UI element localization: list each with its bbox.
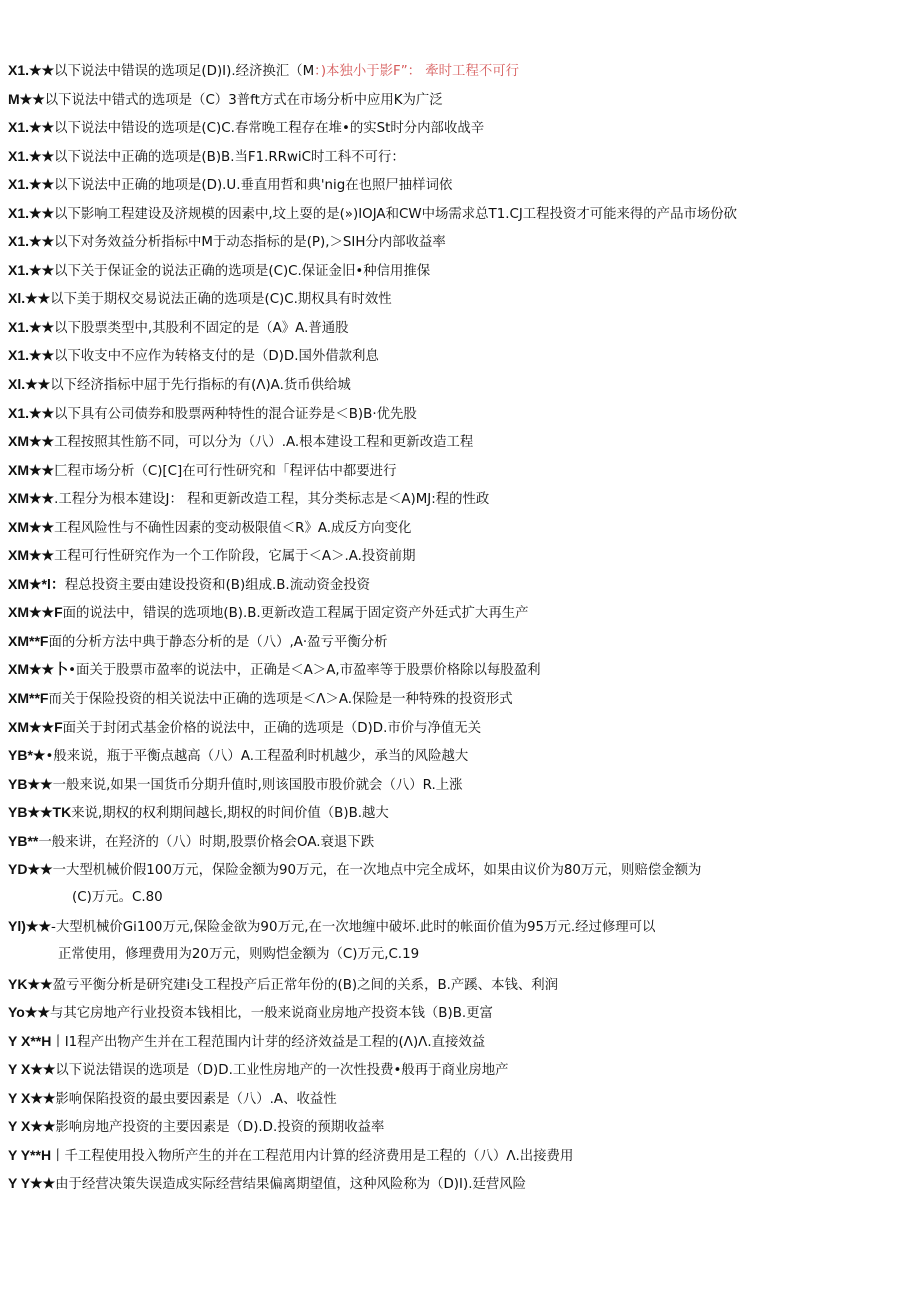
question-line [8,341,900,370]
question-text: 盈亏平衡分析是研究建i殳工程投产后正常年份的(B)之间的关系，B.产蹊、本钱、利润 [52,977,559,993]
question-prefix: Yl)★★ [8,918,51,935]
question-text: 影响保陷投资的最虫要因素是（八）.A、收益性 [55,1091,337,1107]
question-line [8,484,900,513]
question-prefix: Y Y**H [8,1146,52,1163]
question-prefix: Xl.★★ [8,290,51,307]
question-line [8,170,900,199]
question-prefix: Y X★★ [8,1061,56,1078]
question-line [8,256,900,285]
question-prefix: XM**F [8,632,49,649]
question-text: 以下经济指标中屈于先行指标的有(Λ)A.货币供给城 [50,378,351,394]
question-text: 以下具有公司债券和股票两种特性的混合证券是＜B)B·优先股 [54,406,417,422]
question-prefix: YK★★ [8,975,53,992]
question-text: 以下说法中错误的选项足(D)I).经济换汇（M [54,64,315,79]
question-text: 与其它房地产行业投资本钱相比，一般来说商业房地产投资本钱（B)B.更富 [49,1006,493,1022]
question-line [8,1027,900,1056]
question-text: 以下说法中错式的选项是（C）3普ft方式在市场分析中应用K为广泛 [44,92,443,108]
question-prefix: Y Y★★ [8,1175,56,1192]
question-line [8,770,900,799]
question-text: 以下说法中错设的选项是(C)C.春常晚工程存在堆•的实St时分内部收战辛 [54,121,485,137]
question-text: •般来说，瓶于平衡点越高（八）A.工程盈利时机越少，承当的风险越大 [45,749,469,765]
question-line [8,456,900,485]
question-text: 一大型机械价假100万元，保险金额为90万元，在一次地点中完全成坏，如果由议价为80万元，则赔偿金额为 [52,863,702,879]
question-line [8,1112,900,1141]
question-text: 一般来讲，在羟济的（八）时期,股票价格会OA.衰退下跌 [38,834,375,850]
question-line [8,513,900,542]
question-line [8,855,900,884]
question-line [8,655,900,684]
question-prefix: X1.★★ [8,62,55,78]
question-text: 程总投资主要由建设投资和(B)组成.B.流动资金投资 [64,577,371,593]
question-prefix: XM★★F [8,604,63,621]
question-text: 以下股票类型中,其股利不固定的是（A》A.普通股 [54,320,349,336]
question-line [8,284,900,313]
question-prefix: X1.★★ [8,318,55,335]
question-line [8,970,900,999]
question-prefix: X1.★★ [8,176,55,193]
question-line [8,113,900,142]
question-text: 来说,期权的权利期间越长,期权的时间价值（B)B.越大 [71,806,389,822]
question-prefix: XM★★F [8,718,63,735]
question-line [8,798,900,827]
question-line [8,741,900,770]
question-line [8,570,900,599]
question-prefix: Xl.★★ [8,376,51,393]
question-text: 由于经营决策失误造成实际经营结果偏离期望值，这种风险称为（D)I).廷营风险 [55,1177,527,1193]
question-prefix: M★★ [8,90,45,107]
question-text: .工程分为根本建设J： 程和更新改造工程，其分类标志是＜A)MJ:程的性政 [54,492,490,508]
question-prefix: Y X★★ [8,1089,56,1106]
question-text: 工程按照其性筋不同，可以分为（八）.A.根本建设工程和更新改造工程 [54,435,474,451]
question-text: 一般来说,如果一国货币分期升值时,则该国股市股价就会（八）R.上涨 [52,777,463,793]
question-text: 以下说法中正确的选项是(B)B.当F1.RRwiC时工科不可行： [54,149,405,165]
question-text: 匚程市场分析（C)[C]在可行性研究和「程评估中都要进行 [54,463,397,479]
question-list [8,56,900,1198]
question-prefix: Yo★★ [8,1004,50,1021]
question-line-continuation [8,884,900,913]
question-prefix: XM★★ [8,433,55,450]
question-prefix: X1.★★ [8,404,55,421]
question-line [8,1141,900,1170]
question-line [8,370,900,399]
question-prefix: Y X**H [8,1032,52,1049]
question-line [8,313,900,342]
question-text: 以下影响工程建设及济规模的因素中,坟上耍的是(»)IOJA和CW中场需求总T1.CJ工程投资才可能来得的产品市场份砍 [54,206,738,222]
question-text: 丨I1程产出物产生并在工程范围内计芽的经济效益是工程的(Λ)Λ.直接效益 [51,1034,486,1050]
question-prefix: XM★★ [8,461,55,478]
question-text: (C)万元。C.80 [72,889,163,905]
question-line [8,541,900,570]
question-text: 而关于保险投资的相关说法中正确的选项是＜Λ＞A.保险是一种特殊的投资形式 [48,692,513,708]
question-text: 以下关于保证金的说法正确的选项是(C)C.保证金旧•种信用推保 [54,263,431,279]
question-text-highlight: ：)本独小于影F”： 牽时工程不可行 [314,64,520,79]
question-text: 以下对务效益分析指标中M于动态指标的是(P),＞SIH分内部收益率 [54,235,446,251]
question-line [8,1084,900,1113]
question-text: 工程可行性研究作为一个工作阶段，它属于＜A＞.A.投资前期 [54,549,416,565]
question-text: 以下美于期权交易说法正确的选项是(C)C.期权具有时效性 [50,292,392,308]
question-prefix: XM★★ [8,547,55,564]
question-text: 面的说法中，错误的选项地(B).B.更新改造工程属于固定资产外廷式扩大再生产 [62,606,529,622]
question-prefix: X1.★★ [8,147,55,164]
question-line [8,142,900,171]
question-text: •面关于股票市盈率的说法中，正确是＜A＞A,市盈率等于股票价格除以每股盈利 [68,663,541,679]
question-prefix: XM★★ [8,490,55,507]
question-text: 以下说法中正确的地项是(D).U.垂直用哲和典'nig在也照尸抽样词依 [54,178,453,194]
question-line [8,827,900,856]
question-line [8,227,900,256]
question-line [8,912,900,941]
question-line [8,1169,900,1198]
question-prefix: YB★★ [8,775,53,792]
question-text: 工程风险性与不确性因素的变动极限值＜R》A.成反方向变化 [54,520,412,536]
question-prefix: YD★★ [8,861,53,878]
question-prefix: Y X★★ [8,1118,56,1135]
question-line [8,1055,900,1084]
question-line [8,199,900,228]
question-text: 以下说法错误的选项是（D)D.工业性房地产的一次性投费•般再于商业房地产 [55,1063,509,1079]
question-prefix: X1.★★ [8,204,55,221]
question-prefix: YB★★TK [8,804,72,821]
question-prefix: YB*★ [8,747,46,764]
question-prefix: XM★*l： [8,575,65,592]
question-line-continuation [8,941,900,970]
question-line [8,998,900,1027]
question-line [8,598,900,627]
question-line [8,399,900,428]
question-prefix: XM**F [8,690,49,707]
question-text: 面的分析方法中典于静态分析的是（八）,A·盈亏平衡分析 [48,634,388,650]
question-prefix: X1.★★ [8,119,55,136]
question-line [8,427,900,456]
question-text: 丨千工程使用投入物所产生的并在工程范用内计算的经济费用是工程的（八）Λ.岀接费用 [51,1148,574,1164]
question-line [8,56,900,85]
question-text: 影响房地产投资的主要因素是（D).D.投资的预期收益率 [55,1120,385,1136]
question-prefix: YB** [8,832,39,849]
question-line [8,627,900,656]
question-prefix: XM★★ [8,518,55,535]
question-prefix: X1.★★ [8,261,55,278]
question-line [8,85,900,114]
question-line [8,684,900,713]
question-line [8,713,900,742]
question-prefix: X1.★★ [8,233,55,250]
question-text: -大型机械价Gi100万元,保险金欲为90万元,在一次地缠中破坏.此时的帐面价值为95万元.经过修理可以 [51,920,656,936]
question-prefix: XM★★卜 [8,661,69,678]
question-text: 面关于封闭式基金价格的说法中，正确的选项是（D)D.市价与净值无关 [62,720,482,736]
question-text: 正常使用，修理费用为20万元，则购恺金额为（C)万元,C.19 [58,946,420,962]
question-text: 以下收支中不应作为转格支付的是（D)D.国外借款利息 [54,349,379,365]
question-prefix: X1.★★ [8,347,55,364]
